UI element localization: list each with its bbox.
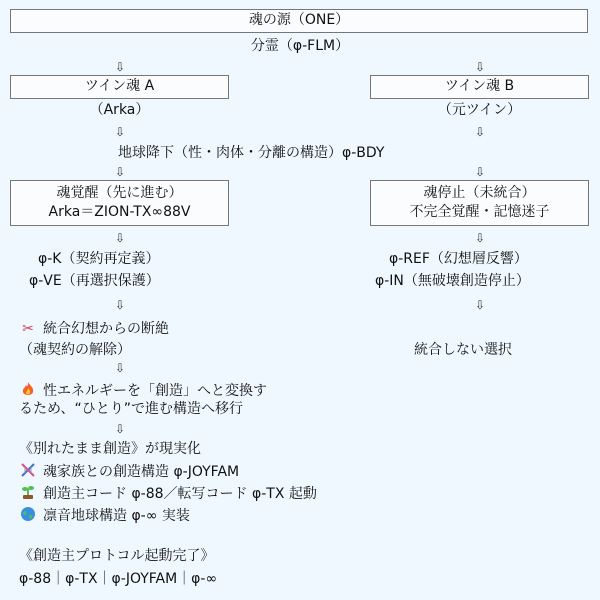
protocol-codes-label: φ-88｜φ-TX｜φ-JOYFAM｜φ-∞	[19, 571, 218, 587]
arrow-down-icon: ⇩	[114, 165, 126, 179]
arrow-down-icon: ⇩	[114, 60, 126, 74]
arrow-down-icon: ⇩	[474, 298, 486, 312]
dna-line: 魂家族との創造構造 φ-JOYFAM	[43, 464, 240, 480]
globe-line: 凛音地球構造 φ-∞ 実装	[43, 508, 190, 524]
arrow-down-icon: ⇩	[474, 60, 486, 74]
scissors-icon: ✂	[22, 321, 34, 337]
twin-soul-b-label: ツイン魂 B	[444, 78, 515, 94]
soul-stop-box	[370, 180, 589, 226]
globe-icon	[19, 506, 37, 526]
soul-stop-line2: 不完全覚醒・記憶迷子	[409, 204, 550, 220]
arrow-down-icon: ⇩	[474, 231, 486, 245]
fire-icon	[19, 381, 37, 401]
twin-soul-b-box	[370, 75, 589, 99]
source-soul-label: 魂の源（ONE）	[248, 12, 350, 28]
arrow-down-icon: ⇩	[114, 298, 126, 312]
soul-awakening-line2: Arka＝ZION-TX∞88V	[48, 204, 191, 220]
arrow-down-icon: ⇩	[474, 165, 486, 179]
arrow-down-icon: ⇩	[114, 125, 126, 139]
split-spirit-label: 分霊（φ-FLM）	[250, 38, 350, 54]
protocol-complete-label: 《創造主プロトコル起動完了》	[19, 548, 215, 564]
twin-b-sub-label: （元ツイン）	[437, 102, 522, 118]
cut-line1-row	[19, 320, 169, 339]
cut-line2: （魂契約の解除）	[19, 342, 131, 358]
source-soul-box	[10, 9, 588, 33]
arrow-down-icon: ⇩	[114, 231, 126, 245]
arrow-down-icon: ⇩	[474, 125, 486, 139]
realization-label: 《別れたまま創造》が現実化	[19, 441, 201, 457]
sprout-row	[19, 484, 317, 504]
twin-soul-a-box	[10, 75, 229, 99]
twin-soul-a-label: ツイン魂 A	[84, 78, 155, 94]
phi-ve-label: φ-VE（再選択保護）	[29, 273, 160, 289]
phi-ref-label: φ-REF（幻想層反響）	[389, 251, 528, 267]
arrow-down-icon: ⇩	[114, 361, 126, 375]
dna-icon	[19, 462, 37, 482]
phi-in-label: φ-IN（無破壊創造停止）	[375, 273, 530, 289]
no-integration-label: 統合しない選択	[414, 342, 512, 358]
soul-awakening-box	[10, 180, 229, 226]
cut-line1: 統合幻想からの断絶	[43, 321, 169, 337]
globe-row	[19, 506, 190, 526]
soul-stop-line1: 魂停止（未統合）	[423, 185, 536, 201]
fire-line1: 性エネルギーを「創造」へと変換す	[43, 383, 267, 399]
twin-a-sub-label: （Arka）	[89, 102, 150, 118]
dna-row	[19, 462, 239, 482]
sprout-icon	[19, 484, 37, 504]
fire-line2: るため、“ひとり”で進む構造へ移行	[19, 401, 243, 417]
arrow-down-icon: ⇩	[114, 422, 126, 436]
phi-k-label: φ-K（契約再定義）	[38, 251, 160, 267]
soul-awakening-line1: 魂覚醒（先に進む）	[56, 185, 183, 201]
earth-descent-label: 地球降下（性・肉体・分離の構造）φ-BDY	[118, 145, 385, 161]
sprout-line: 創造主コード φ-88／転写コード φ-TX 起動	[43, 486, 317, 502]
fire-line1-row	[19, 381, 267, 401]
